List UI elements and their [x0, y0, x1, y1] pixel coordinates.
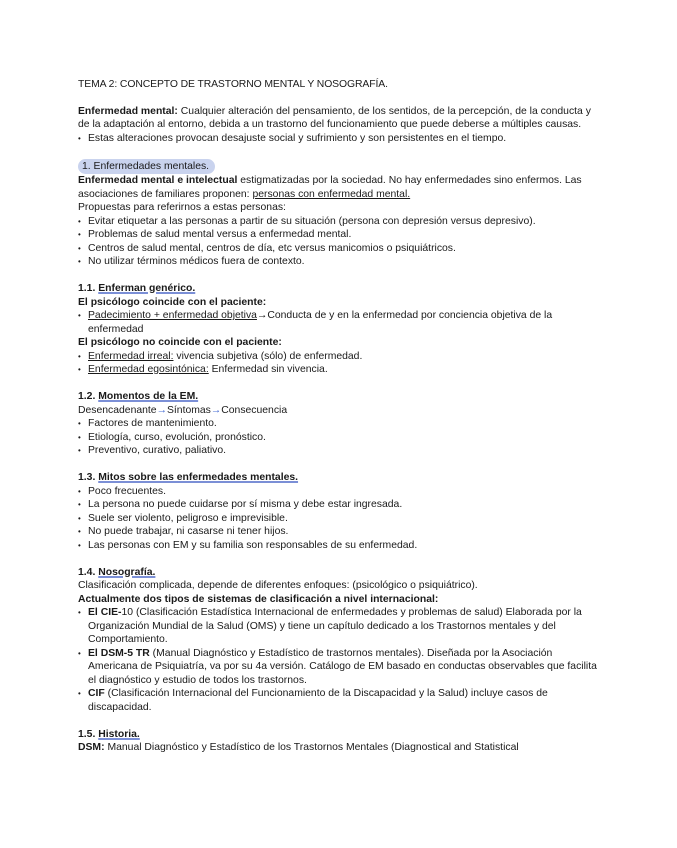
- dsm-text: Manual Diagnóstico y Estadístico de los Trastornos Mentales (Diagnostical and Statistical: [104, 742, 519, 753]
- document-page: [78, 78, 603, 755]
- item-underline: Padecimiento + enfermedad objetiva: [88, 310, 257, 321]
- nosografia-line-2: Actualmente dos tipos de sistemas de clasificación a nivel internacional:: [78, 593, 439, 605]
- nosografia-line-1: Clasificación complicada, depende de diferentes enfoques: (psicológico o psiquiátrico).: [78, 580, 478, 591]
- item-rest: (Manual Diagnóstico y Estadístico de trastornos mentales). Diseñada por la Asociación Americana de Psiquiatría, va por su 4a versión. Catálogo de EM basado en conductas observables que facilita el diagnóstico y estudio de todos los trastornos.: [88, 647, 597, 686]
- section-1-heading: [78, 159, 603, 175]
- section-number: 1.5.: [78, 728, 96, 740]
- item-bold: El CIE-: [88, 607, 122, 618]
- list-item: [78, 687, 603, 714]
- proposals-label: Propuestas para referirnos a estas personas:: [78, 202, 286, 213]
- section-1-lead: [78, 174, 603, 201]
- item-rest: Enfermedad sin vivencia.: [208, 364, 328, 375]
- section-heading-text: Momentos de la EM.: [98, 391, 199, 402]
- lead-rest: estigmatizadas por la sociedad. No hay enfermedades sino enfermos. Las asociaciones de familiares proponen:: [78, 175, 582, 200]
- arrow-icon: →: [256, 310, 268, 321]
- list-item: • Centros de salud mental, centros de día, etc versus manicomios o psiquiátricos.: [78, 242, 603, 256]
- item-rest: 10 (Clasificación Estadística Internacional de enfermedades y problemas de salud) Elaborada por la Organización Mundial de la Salud (OMS) y tiene un capítulo dedicado a los Trastornos mentales y del Comportamiento.: [88, 607, 582, 645]
- list-item: • La persona no puede cuidarse por sí misma y debe estar ingresada.: [78, 498, 603, 512]
- list-item: • Las personas con EM y su familia son responsables de su enfermedad.: [78, 539, 603, 553]
- lead-underline: personas con enfermedad mental.: [252, 188, 411, 200]
- list-item: • Evitar etiquetar a las personas a partir de su situación (persona con depresión versus depresivo).: [78, 215, 603, 229]
- section-1-list: [78, 215, 603, 269]
- section-1-2-heading: [78, 390, 603, 404]
- nocoincide-list: [78, 350, 603, 377]
- item-rest: Conducta de y en la enfermedad por conciencia objetiva de la enfermedad: [88, 310, 553, 335]
- item-underline: Enfermedad egosintónica:: [88, 364, 209, 375]
- highlighted-heading: 1. Enfermedades mentales.: [78, 159, 215, 175]
- lead-bold: Enfermedad mental e intelectual: [78, 175, 238, 186]
- section-heading-text: Nosografía.: [98, 566, 156, 578]
- flow-line: [78, 404, 603, 418]
- section-number: 1.4.: [78, 566, 96, 578]
- item-rest: (Clasificación Internacional del Funcionamiento de la Discapacidad y la Salud) incluye casos de discapacidad.: [88, 688, 548, 713]
- intro-list: [78, 132, 603, 146]
- page-title: TEMA 2: CONCEPTO DE TRASTORNO MENTAL Y NOSOGRAFÍA.: [78, 79, 388, 90]
- dsm-label: DSM:: [78, 742, 105, 753]
- dsm-line: [78, 741, 603, 755]
- section-1-4-heading: [78, 566, 603, 580]
- item-bold: CIF: [88, 688, 105, 699]
- section-1-3-heading: [78, 471, 603, 485]
- section-1-5-heading: [78, 728, 603, 742]
- section-number: 1.3.: [78, 472, 96, 483]
- section-number: 1.2.: [78, 391, 96, 402]
- item-rest: vivencia subjetiva (sólo) de enfermedad.: [173, 350, 363, 362]
- section-1-1-heading: [78, 282, 603, 296]
- item-underline: Enfermedad irreal:: [88, 350, 174, 362]
- list-item: • Poco frecuentes.: [78, 485, 603, 499]
- section-number: 1.1.: [78, 283, 96, 294]
- section-1-2-list: [78, 417, 603, 458]
- intro-definition: Cualquier alteración del pensamiento, de los sentidos, de la percepción, de la conducta y de la adaptación al entorno, debida a un trastorno del funcionamiento que puede deberse a múltiples causas.: [78, 105, 591, 130]
- section-heading-text: Enferman genérico.: [98, 283, 196, 294]
- section-heading-text: Mitos sobre las enfermedades mentales.: [98, 472, 299, 483]
- arrow-icon: →: [210, 404, 222, 416]
- list-item: [78, 647, 603, 688]
- list-item: • No puede trabajar, ni casarse ni tener hijos.: [78, 525, 603, 539]
- section-1-4-list: [78, 606, 603, 714]
- list-item: • No utilizar términos médicos fuera de contexto.: [78, 255, 603, 269]
- list-item: • Suele ser violento, peligroso e imprevisible.: [78, 512, 603, 526]
- intro-term: Enfermedad mental:: [78, 105, 178, 117]
- list-item: [78, 363, 603, 377]
- intro-paragraph: [78, 105, 603, 132]
- list-item: [78, 606, 603, 647]
- flow-step: Consecuencia: [221, 404, 288, 416]
- nocoincide-label: El psicólogo no coincide con el paciente:: [78, 337, 282, 348]
- list-item: • Preventivo, curativo, paliativo.: [78, 444, 603, 458]
- flow-step: Síntomas: [166, 404, 211, 416]
- section-1-3-list: [78, 485, 603, 553]
- list-item: • Estas alteraciones provocan desajuste social y sufrimiento y son persistentes en el tiempo.: [78, 132, 603, 146]
- list-item: • Etiología, curso, evolución, pronóstico.: [78, 431, 603, 445]
- flow-step: Desencadenante: [78, 404, 157, 416]
- list-item: • Problemas de salud mental versus a enfermedad mental.: [78, 228, 603, 242]
- list-item: [78, 309, 603, 336]
- coincide-label: El psicólogo coincide con el paciente:: [78, 296, 267, 308]
- coincide-list: [78, 309, 603, 336]
- section-heading-text: Historia.: [98, 728, 140, 740]
- list-item: • Factores de mantenimiento.: [78, 417, 603, 431]
- item-bold: El DSM-5 TR: [88, 647, 150, 659]
- list-item: [78, 350, 603, 364]
- arrow-icon: →: [156, 404, 167, 416]
